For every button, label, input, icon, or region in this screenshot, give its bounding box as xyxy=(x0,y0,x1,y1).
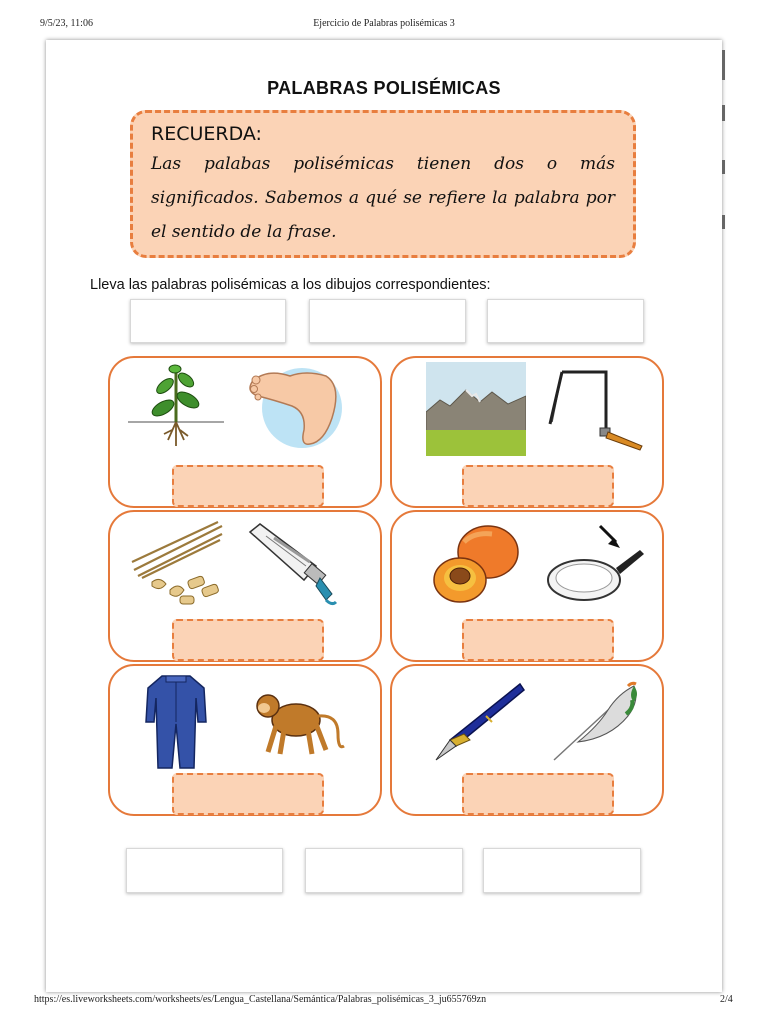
pasta-icon xyxy=(130,518,226,606)
frying-pan-icon xyxy=(544,520,648,608)
overalls-icon xyxy=(144,674,208,770)
print-url: https://es.liveworksheets.com/worksheets/es/Lengua_Castellana/Semántica/Palabras_polisémicas_3_ju655769zn xyxy=(34,994,487,1005)
drop-slot-1[interactable] xyxy=(172,465,324,507)
word-drag-box-5[interactable] xyxy=(305,848,463,893)
word-drag-box-1[interactable] xyxy=(130,299,286,343)
drop-slot-5[interactable] xyxy=(172,773,324,815)
glue-tube-icon xyxy=(246,522,350,608)
instruction-text: Lleva las palabras polisémicas a los dibujos correspondientes: xyxy=(90,277,491,293)
feather-icon xyxy=(548,680,644,764)
drop-slot-2[interactable] xyxy=(462,465,614,507)
word-drag-box-3[interactable] xyxy=(487,299,644,343)
scrollbar[interactable] xyxy=(722,40,730,992)
drop-slot-3[interactable] xyxy=(172,619,324,661)
browser-print-header xyxy=(0,0,768,34)
remember-box xyxy=(130,110,636,258)
print-title: Ejercicio de Palabras polisémicas 3 xyxy=(313,18,455,29)
word-drag-box-4[interactable] xyxy=(126,848,283,893)
word-drag-box-2[interactable] xyxy=(309,299,466,343)
drop-slot-6[interactable] xyxy=(462,773,614,815)
remember-heading: RECUERDA: xyxy=(151,123,262,145)
print-page-number: 2/4 xyxy=(720,994,733,1005)
plant-icon xyxy=(128,360,228,452)
peach-icon xyxy=(430,522,526,608)
coping-saw-icon xyxy=(544,366,648,452)
foot-icon xyxy=(244,362,344,450)
word-drag-box-6[interactable] xyxy=(483,848,641,893)
remember-text: Las palabas polisémicas tienen dos o más significados. Sabemos a qué se refiere la palabra por el sentido de la frase. xyxy=(151,154,615,242)
mountains-icon xyxy=(426,362,526,456)
fountain-pen-icon xyxy=(430,680,526,764)
drop-slot-4[interactable] xyxy=(462,619,614,661)
monkey-icon xyxy=(246,684,346,758)
worksheet-title: PALABRAS POLISÉMICAS xyxy=(267,78,501,98)
browser-print-footer xyxy=(0,992,768,1024)
print-date: 9/5/23, 11:06 xyxy=(40,18,93,29)
